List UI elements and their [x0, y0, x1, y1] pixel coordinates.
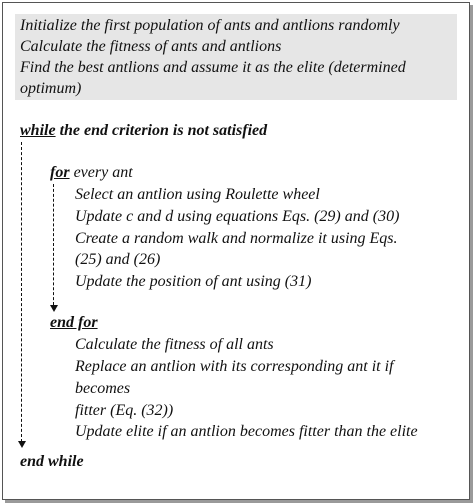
after-for-line-3: becomes — [75, 380, 131, 397]
for-body-line-2: Update c and d using equations Eqs. (29) and (30) — [75, 208, 400, 225]
for-body-line-3: Create a random walk and normalize it using Eqs. — [75, 230, 398, 247]
while-loop-connector — [21, 142, 22, 442]
end-for-statement: end for — [50, 314, 98, 331]
after-for-line-5: Update elite if an antlion becomes fitter than the elite — [75, 423, 418, 440]
init-line-1: Initialize the first population of ants and antlions randomly — [20, 17, 400, 34]
init-line-3: Find the best antlions and assume it as the elite (determined — [20, 59, 406, 76]
for-body-line-5: Update the position of ant using (31) — [75, 273, 312, 290]
for-body-line-1: Select an antlion using Roulette wheel — [75, 186, 320, 203]
init-line-4: optimum) — [20, 80, 82, 97]
for-condition: every ant — [69, 164, 133, 181]
init-line-2: Calculate the fitness of ants and antlions — [20, 38, 282, 55]
after-for-line-2: Replace an antlion with its corresponding ant it if — [75, 358, 394, 375]
while-statement — [20, 121, 267, 141]
while-loop-arrowhead-icon — [18, 441, 26, 448]
for-loop-arrowhead-icon — [50, 305, 58, 312]
end-while-statement: end while — [20, 453, 84, 470]
for-statement — [50, 163, 133, 183]
for-loop-connector — [53, 184, 54, 305]
for-keyword: for — [50, 164, 70, 181]
for-body-line-4: (25) and (26) — [75, 251, 161, 268]
while-keyword: while — [20, 122, 56, 139]
after-for-line-4: fitter (Eq. (32)) — [75, 402, 174, 419]
while-condition: the end criterion is not satisfied — [55, 122, 268, 139]
after-for-line-1: Calculate the fitness of all ants — [75, 336, 274, 353]
